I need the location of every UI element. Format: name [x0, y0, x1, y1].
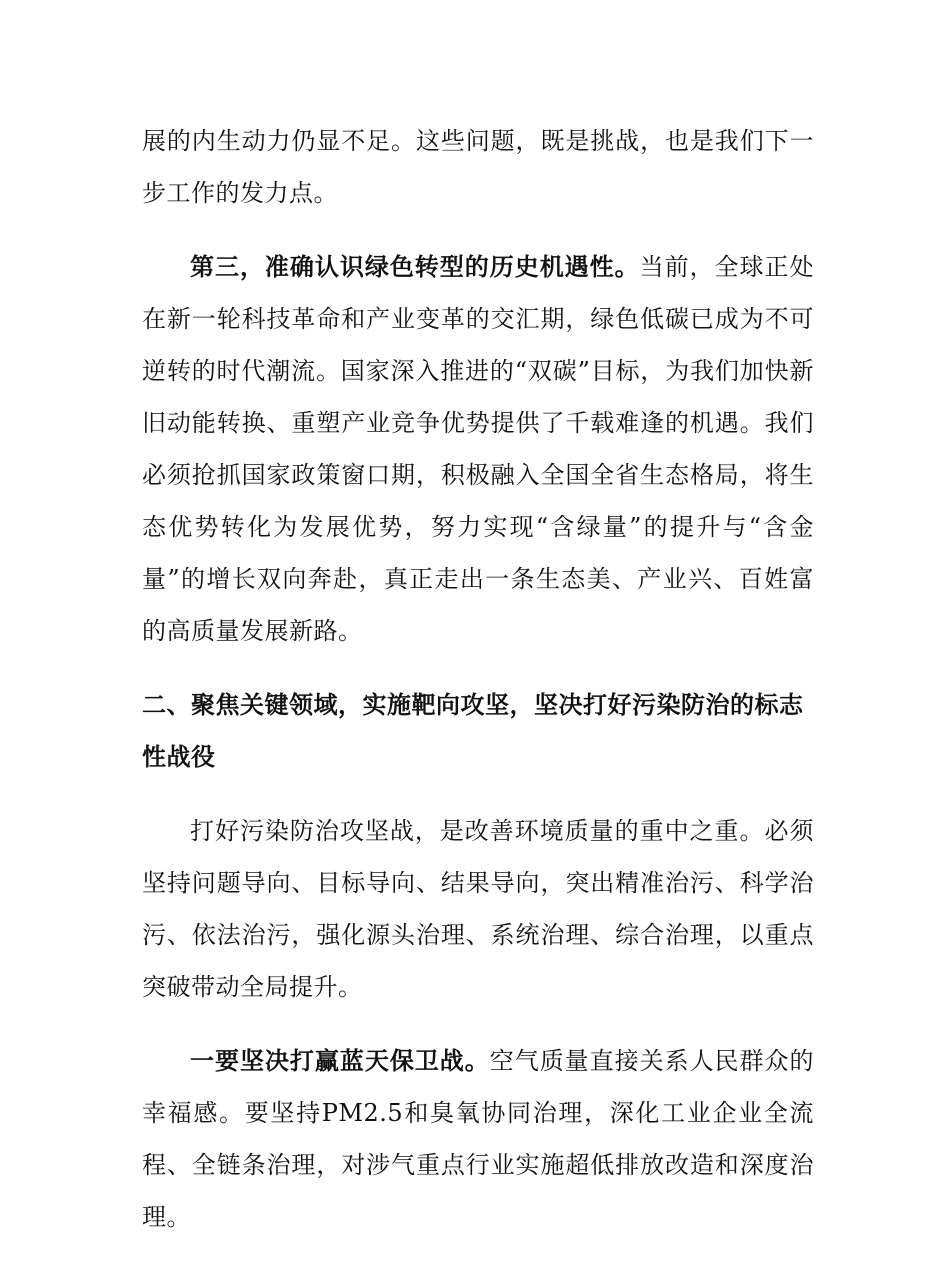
section-heading-2 — [142, 679, 814, 783]
document-page — [142, 115, 814, 1265]
paragraph-lead-heading: 第三，准确认识绿色转型的历史机遇性。 — [190, 253, 640, 281]
paragraph-pollution-intro — [142, 805, 814, 1013]
paragraph-text: 展的内生动力仍显不足。这些问题，既是挑战，也是我们下一步工作的发力点。 — [142, 127, 814, 207]
paragraph-continuation — [142, 115, 814, 219]
paragraph-text: 打好污染防治攻坚战，是改善环境质量的重中之重。必须坚持问题导向、目标导向、结果导向，突出精准治污、科学治污、依法治污，强化源头治理、系统治理、综合治理，以重点突破带动全局提升。 — [142, 817, 814, 1001]
paragraph-text: 当前，全球正处在新一轮科技革命和产业变革的交汇期，绿色低碳已成为不可逆转的时代潮流。国家深入推进的“双碳”目标，为我们加快新旧动能转换、重塑产业竞争优势提供了千载难逢的机遇。我们必须抢抓国家政策窗口期，积极融入全国全省生态格局，将生态优势转化为发展优势，努力实现“含绿量”的提升与“含金量”的增长双向奔赴，真正走出一条生态美、产业兴、百姓富的高质量发展新路。 — [142, 253, 814, 645]
section-heading-text: 二、聚焦关键领域，实施靶向攻坚，坚决打好污染防治的标志性战役 — [142, 691, 804, 771]
paragraph-third-point — [142, 241, 814, 657]
paragraph-lead-heading: 一要坚决打赢蓝天保卫战。 — [190, 1047, 490, 1075]
paragraph-blue-sky — [142, 1035, 814, 1243]
paragraph-text: 空气质量直接关系人民群众的幸福感。要坚持PM2.5和臭氧协同治理，深化工业企业全流程、全链条治理，对涉气重点行业实施超低排放改造和深度治理。 — [142, 1047, 814, 1231]
